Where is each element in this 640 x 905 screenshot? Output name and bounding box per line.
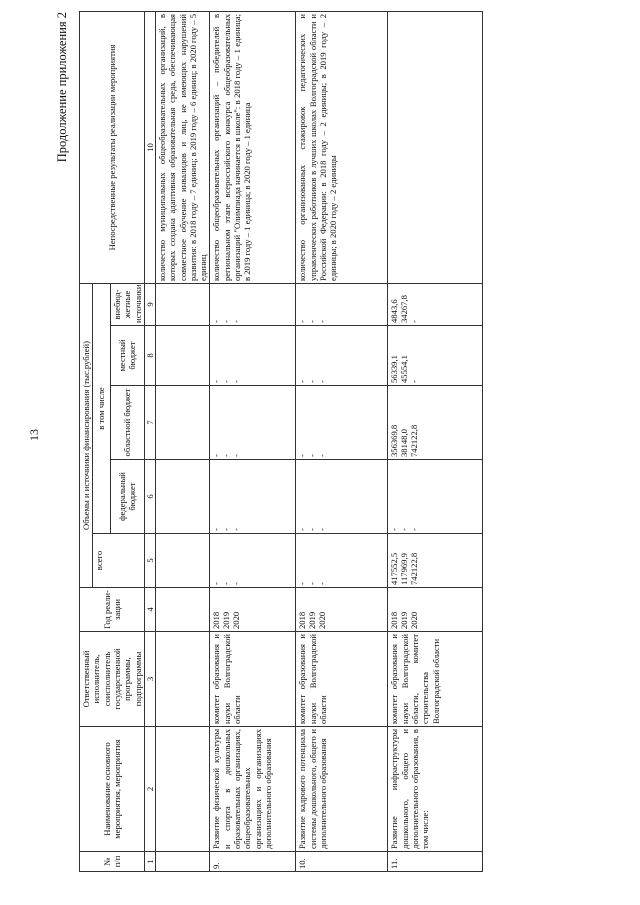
year-value: 2019 (221, 611, 232, 629)
row-number: 10. (296, 852, 388, 872)
extrabudget-value: 4843,6 (389, 299, 400, 323)
local-value: - (409, 380, 420, 383)
header-extrabudget: внебюд- жетные источники (110, 283, 144, 325)
total-value: - (307, 582, 318, 585)
executor-name: комитет образования и науки Волгоградской области (296, 632, 388, 727)
federal-value: - (297, 528, 308, 531)
executor-name: комитет образования и науки Волгоградской области, комитет строительства Волгоградской области (388, 632, 483, 727)
column-number: 9 (144, 283, 155, 325)
activity-name: Развитие физической культуры и спорта в дошкольных образовательных организациях, общеобразовательных организациях и организациях дополнительного образования (210, 727, 296, 852)
header-results: Непосредственные результаты реализации мероприятия (80, 11, 145, 283)
extrabudget-value: - (221, 320, 232, 323)
total-value: - (317, 582, 328, 585)
local-value: - (221, 380, 232, 383)
activity-name: Развитие инфраструктуры дошкольного, общего и дополнительного образования, в том числе: (388, 727, 483, 852)
extrabudget-value: - (307, 320, 318, 323)
local-value: 56339,1 (389, 355, 400, 383)
header-name: Наименование основного мероприятия, мероприятия (80, 727, 145, 852)
header-federal: федеральный бюджет (110, 460, 144, 534)
table-row-continued (155, 11, 210, 871)
column-number: 10 (144, 11, 155, 283)
regional-value: - (307, 454, 318, 457)
column-number: 5 (144, 534, 155, 588)
regional-value: - (231, 454, 242, 457)
local-value: - (297, 380, 308, 383)
rotated-table-sheet (55, 12, 635, 872)
extrabudget-value: - (317, 320, 328, 323)
executor-name: комитет образования и науки Волгоградской области (210, 632, 296, 727)
header-funding: Объемы и источники финансирования (тыс.рублей) (80, 283, 93, 587)
result-text: количество муниципальных общеобразовательных организаций, в которых создана адаптивная образовательная среда, обеспечивающая совместное обучение инвалидов и лиц, не имеющих нарушений развития: в 2018 году – 7 единиц; в 2019 году – 6 единиц; в 2020 году – 5 единиц (155, 11, 210, 283)
regional-value: - (211, 454, 222, 457)
local-value: 45554,1 (399, 355, 410, 383)
local-value: - (231, 380, 242, 383)
regional-value: - (221, 454, 232, 457)
result-text (388, 11, 483, 283)
federal-value: - (307, 528, 318, 531)
federal-value: - (389, 528, 400, 531)
local-value: - (211, 380, 222, 383)
column-number: 7 (144, 386, 155, 460)
header-year: Год реали- зации (80, 588, 145, 632)
extrabudget-value: - (231, 320, 242, 323)
extrabudget-value: - (409, 320, 420, 323)
header-no: № п/п (80, 852, 145, 872)
header-total: всего (93, 534, 145, 588)
column-number: 6 (144, 460, 155, 534)
extrabudget-value: - (211, 320, 222, 323)
regional-value: - (317, 454, 328, 457)
year-value: 2020 (317, 611, 328, 629)
year-value: 2020 (409, 611, 420, 629)
column-number: 8 (144, 326, 155, 386)
result-text: количество общеобразовательных организаций – победителей в региональном этапе всероссийского конкурса общеобразовательных организаций "Олимпиада начинается в школе": в 2018 году – 1 единица; в 2019 году – 1 единица; в 2020 году – 1 единица (210, 11, 296, 283)
row-number: 9. (210, 852, 296, 872)
total-value: - (297, 582, 308, 585)
column-number: 4 (144, 588, 155, 632)
total-value: - (211, 582, 222, 585)
appendix-title: Продолжение приложения 2 (55, 12, 69, 163)
column-number-row (144, 11, 155, 871)
federal-value: - (317, 528, 328, 531)
funding-table (79, 11, 483, 872)
year-value: 2020 (231, 611, 242, 629)
header-local: местный бюджет (110, 326, 144, 386)
extrabudget-value: - (297, 320, 308, 323)
regional-value: 742122,8 (409, 424, 420, 457)
row-number: 11. (388, 852, 483, 872)
page-number: 13 (27, 429, 41, 441)
header-regional: областной бюджет (110, 386, 144, 460)
year-value: 2018 (211, 611, 222, 629)
federal-value: - (211, 528, 222, 531)
local-value: - (307, 380, 318, 383)
extrabudget-value: 34267,8 (399, 295, 410, 323)
header-executor: Ответственный исполнитель, соисполнитель государственной программы, подпрограммы (80, 632, 145, 727)
year-value: 2018 (389, 611, 400, 629)
column-number: 2 (144, 727, 155, 852)
result-text: количество организованных стажировок педагогических и управленческих работников в лучших школах Волгоградской области и Российской Федерации: в 2018 году – 2 единицы; в 2019 году – 2 единицы; в 2020 году – 2 единицы (296, 11, 388, 283)
federal-value: - (399, 528, 410, 531)
total-value: - (221, 582, 232, 585)
table-row (388, 11, 483, 871)
total-value: 417552,5 (389, 552, 400, 585)
federal-value: - (221, 528, 232, 531)
activity-name: Развитие кадрового потенциала системы дошкольного, общего и дополнительного образования (296, 727, 388, 852)
table-row (210, 11, 296, 871)
federal-value: - (231, 528, 242, 531)
year-value: 2019 (307, 611, 318, 629)
column-number: 3 (144, 632, 155, 727)
year-value: 2019 (399, 611, 410, 629)
year-value: 2018 (297, 611, 308, 629)
total-value: 742122,8 (409, 552, 420, 585)
local-value: - (317, 380, 328, 383)
regional-value: 356369,8 (389, 424, 400, 457)
regional-value: - (297, 454, 308, 457)
total-value: 117969,9 (399, 553, 410, 585)
regional-value: 38148,0 (399, 429, 410, 457)
federal-value: - (409, 528, 420, 531)
column-number: 1 (144, 852, 155, 872)
header-including: в том числе (93, 283, 111, 533)
total-value: - (231, 582, 242, 585)
table-row (296, 11, 388, 871)
